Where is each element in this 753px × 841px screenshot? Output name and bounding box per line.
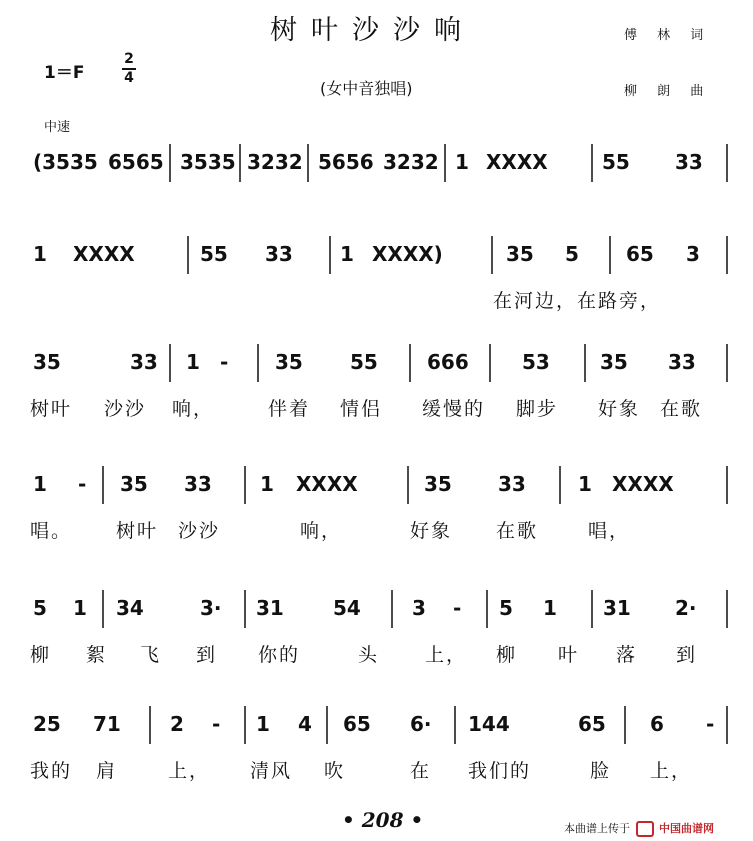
lyric-syllable: 在歌 — [496, 520, 539, 542]
note-group: 1 — [33, 472, 47, 496]
note-group: 3 — [412, 596, 426, 620]
note-group: 55 — [350, 350, 378, 374]
note-group: - — [212, 712, 221, 736]
lyric-syllable: 上， — [168, 760, 211, 782]
lyric-syllable: 上， — [650, 760, 693, 782]
note-group: 54 — [333, 596, 361, 620]
tempo-marking: 中速 — [44, 120, 71, 135]
lyric-syllable: 飞 — [140, 644, 162, 666]
note-group: 144 — [468, 712, 510, 736]
note-group: 71 — [93, 712, 121, 736]
note-group: 25 — [33, 712, 61, 736]
lyric-syllable: 好象 — [598, 398, 641, 420]
note-group: 65 — [626, 242, 654, 266]
note-group: 35 — [506, 242, 534, 266]
lyric-syllable: 响， — [300, 520, 343, 542]
key-signature: 1＝F — [44, 63, 85, 83]
note-group: 33 — [675, 150, 703, 174]
note-group: 35 — [424, 472, 452, 496]
note-group: 33 — [498, 472, 526, 496]
lyric-syllable: 唱。 — [30, 520, 73, 542]
note-group: 3232 — [247, 150, 303, 174]
note-group: 3 — [686, 242, 700, 266]
lyricist-credit: 傅 林 词 — [624, 28, 712, 43]
note-group: 5 — [565, 242, 579, 266]
note-group: - — [220, 350, 229, 374]
note-group: 6565 — [108, 150, 164, 174]
lyric-syllable: 沙沙 — [178, 520, 221, 542]
page-number: • 208 • — [342, 808, 424, 832]
note-group: 33 — [130, 350, 158, 374]
note-group: 31 — [603, 596, 631, 620]
lyric-syllable: 到 — [196, 644, 218, 666]
upload-footer — [564, 820, 714, 837]
note-group: XXXX — [612, 472, 674, 496]
lyric-syllable: 在 — [410, 760, 432, 782]
lyric-syllable: 柳 — [30, 644, 52, 666]
lyric-syllable: 吹 — [324, 760, 346, 782]
lyric-syllable: 你的 — [258, 644, 301, 666]
lyric-syllable: 脸 — [590, 760, 612, 782]
lyric-syllable: 头 — [358, 644, 380, 666]
note-group: 31 — [256, 596, 284, 620]
lyric-syllable: 在歌 — [660, 398, 703, 420]
note-group: XXXX) — [372, 242, 443, 266]
note-group: - — [453, 596, 462, 620]
note-group: 65 — [578, 712, 606, 736]
lyric-syllable: 唱， — [588, 520, 631, 542]
lyric-syllable: 树叶 — [30, 398, 73, 420]
lyric-syllable: 在河边，在路旁， — [493, 290, 662, 312]
lyric-syllable: 我们的 — [468, 760, 532, 782]
note-group: 34 — [116, 596, 144, 620]
note-group: 53 — [522, 350, 550, 374]
note-group: - — [78, 472, 87, 496]
note-group: 1 — [33, 242, 47, 266]
note-group: 65 — [343, 712, 371, 736]
composer-credit: 柳 朗 曲 — [624, 84, 712, 99]
note-group: 2 — [170, 712, 184, 736]
lyric-syllable: 脚步 — [516, 398, 559, 420]
note-group: 6· — [410, 712, 432, 736]
note-group: (3535 — [33, 150, 98, 174]
note-group: 55 — [602, 150, 630, 174]
note-group: 1 — [455, 150, 469, 174]
note-group: 1 — [73, 596, 87, 620]
note-group: 35 — [33, 350, 61, 374]
note-group: 1 — [256, 712, 270, 736]
note-group: 55 — [200, 242, 228, 266]
note-group: 1 — [186, 350, 200, 374]
note-group: 3· — [200, 596, 222, 620]
note-group: XXXX — [486, 150, 548, 174]
note-group: XXXX — [296, 472, 358, 496]
note-group: 2· — [675, 596, 697, 620]
lyric-syllable: 到 — [676, 644, 698, 666]
note-group: 1 — [260, 472, 274, 496]
note-group: 1 — [543, 596, 557, 620]
footer-brand: 中国曲谱网 — [659, 822, 714, 835]
lyric-syllable: 絮 — [86, 644, 108, 666]
time-signature — [120, 52, 138, 86]
note-group: 1 — [340, 242, 354, 266]
note-group: 35 — [600, 350, 628, 374]
note-group: 33 — [265, 242, 293, 266]
site-logo-icon — [636, 821, 654, 837]
time-signature-top: 2 — [124, 51, 134, 67]
note-group: 6 — [650, 712, 664, 736]
note-group: 666 — [427, 350, 469, 374]
time-signature-bottom: 4 — [124, 70, 134, 86]
note-group: 4 — [298, 712, 312, 736]
lyric-syllable: 伴着 — [268, 398, 311, 420]
lyric-syllable: 柳 — [496, 644, 518, 666]
lyric-syllable: 清风 — [250, 760, 293, 782]
lyric-syllable: 沙沙 — [104, 398, 147, 420]
note-group: 35 — [120, 472, 148, 496]
lyric-syllable: 叶 — [558, 644, 580, 666]
lyric-syllable: 好象 — [410, 520, 453, 542]
lyric-syllable: 情侣 — [340, 398, 383, 420]
lyric-syllable: 树叶 — [116, 520, 159, 542]
note-group: XXXX — [73, 242, 135, 266]
lyric-syllable: 落 — [616, 644, 638, 666]
note-group: 3535 — [180, 150, 236, 174]
lyric-syllable: 我的 — [30, 760, 73, 782]
note-group: 33 — [184, 472, 212, 496]
note-group: 3232 — [383, 150, 439, 174]
note-group: 1 — [578, 472, 592, 496]
note-group: 5656 — [318, 150, 374, 174]
performance-note: (女中音独唱) — [320, 79, 413, 98]
note-group: 5 — [33, 596, 47, 620]
lyric-syllable: 肩 — [96, 760, 118, 782]
lyric-syllable: 缓慢的 — [422, 398, 486, 420]
note-group: 5 — [499, 596, 513, 620]
note-group: 33 — [668, 350, 696, 374]
note-group: 35 — [275, 350, 303, 374]
song-title: 树叶沙沙响 — [270, 15, 475, 46]
footer-text: 本曲谱上传于 — [564, 822, 630, 835]
lyric-syllable: 上， — [425, 644, 468, 666]
note-group: - — [706, 712, 715, 736]
lyric-syllable: 响， — [172, 398, 215, 420]
